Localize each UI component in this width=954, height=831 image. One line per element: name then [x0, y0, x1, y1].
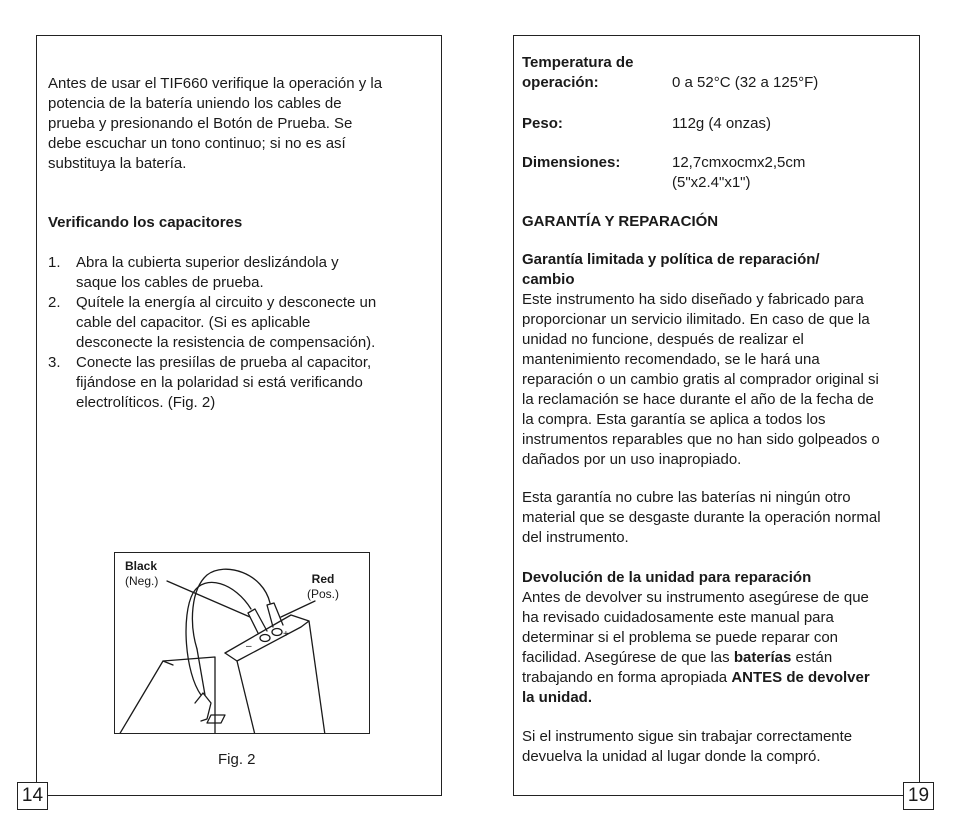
list-item [48, 293, 378, 353]
red-plug [267, 603, 283, 627]
return-paragraph [522, 588, 882, 708]
figure-2-illustration [114, 552, 370, 734]
spec-value: 112g (4 onzas) [672, 115, 771, 132]
return-text: Antes de devolver su instrumento asegúrese de que ha revisado cuidadosamente este manual para determinar si el problema se puede reparar con facilidad. Asegúrese de que las [522, 589, 869, 666]
black-label: Black [125, 559, 158, 573]
neg-jack [260, 635, 270, 642]
steps-list [48, 253, 378, 413]
capacitor-heading: Verificando los capacitores [48, 214, 243, 231]
spec-label: Peso: [522, 115, 563, 132]
step-text: Quítele la energía al circuito y desconecte un cable del capacitor. (Si es aplicable desconecte la resistencia de compensación). [76, 294, 377, 351]
red-pointer [281, 601, 315, 617]
warranty-exclusion-paragraph: Esta garantía no cubre las baterías ni ningún otro material que se desgaste durante la operación normal del instrumento. [522, 489, 881, 546]
step-number: 2. [48, 294, 61, 311]
figure-caption: Fig. 2 [218, 751, 256, 768]
return-heading: Devolución de la unidad para reparación [522, 569, 812, 586]
spec-value: 0 a 52°C (32 a 125°F) [672, 74, 819, 91]
step-text: Abra la cubierta superior deslizándola y saque los cables de prueba. [76, 254, 339, 291]
red-sub-label: (Pos.) [307, 587, 340, 601]
limited-warranty-heading: Garantía limitada y política de reparación/ cambio [522, 251, 820, 288]
page-number-left: 14 [17, 782, 48, 810]
alligator-clip [207, 715, 225, 723]
final-paragraph: Si el instrumento sigue sin trabajar correctamente devuelva la unidad al lugar donde la compró. [522, 728, 853, 765]
list-item [48, 253, 378, 293]
black-sub-label: (Neg.) [125, 574, 159, 588]
spec-label: Temperatura de operación: [522, 54, 634, 91]
step-text: Conecte las presiílas de prueba al capacitor, fijándose en la polaridad si está verificando electrolíticos. (Fig. 2) [76, 354, 372, 411]
batteries-emphasis: baterías [733, 649, 792, 666]
plus-mark: + [283, 629, 289, 640]
pos-jack [272, 629, 282, 636]
black-pointer [167, 581, 250, 617]
before-return-emphasis: ANTES de devolver la unidad. [522, 669, 870, 706]
return-text: están trabajando en forma apropiada [522, 649, 833, 686]
page-number-right: 19 [903, 782, 934, 810]
step-number: 3. [48, 354, 61, 371]
intro-paragraph: Antes de usar el TIF660 verifique la operación y la potencia de la batería uniendo los cables de prueba y presionando el Botón de Prueba. Se debe escuchar un tono continuo; si no es así substituya la batería. [48, 75, 383, 172]
list-item [48, 353, 378, 413]
spec-value: 12,7cmxocmx2,5cm (5"x2.4"x1") [672, 154, 806, 191]
black-lead-label [125, 559, 158, 589]
black-plug [248, 609, 267, 633]
limited-warranty-paragraph: Este instrumento ha sido diseñado y fabricado para proporcionar un servicio ilimitado. En caso de que la unidad no funcione, después de realizar el mantenimiento recomendado, se le hará una reparación o un cambio gratis al comprador original si la reclamación se hace durante el año de la fecha de la compra. Esta garantía se aplica a todos los instrumentos reparables que no han sido golpeados o dañados por un uso inapropiado. [522, 291, 880, 468]
warranty-heading: GARANTÍA Y REPARACIÓN [522, 213, 719, 230]
red-label: Red [311, 572, 335, 586]
minus-mark: – [246, 641, 252, 652]
red-lead-label [307, 572, 339, 602]
capacitor-terminal [195, 693, 211, 721]
step-number: 1. [48, 254, 61, 271]
spec-label: Dimensiones: [522, 154, 621, 171]
